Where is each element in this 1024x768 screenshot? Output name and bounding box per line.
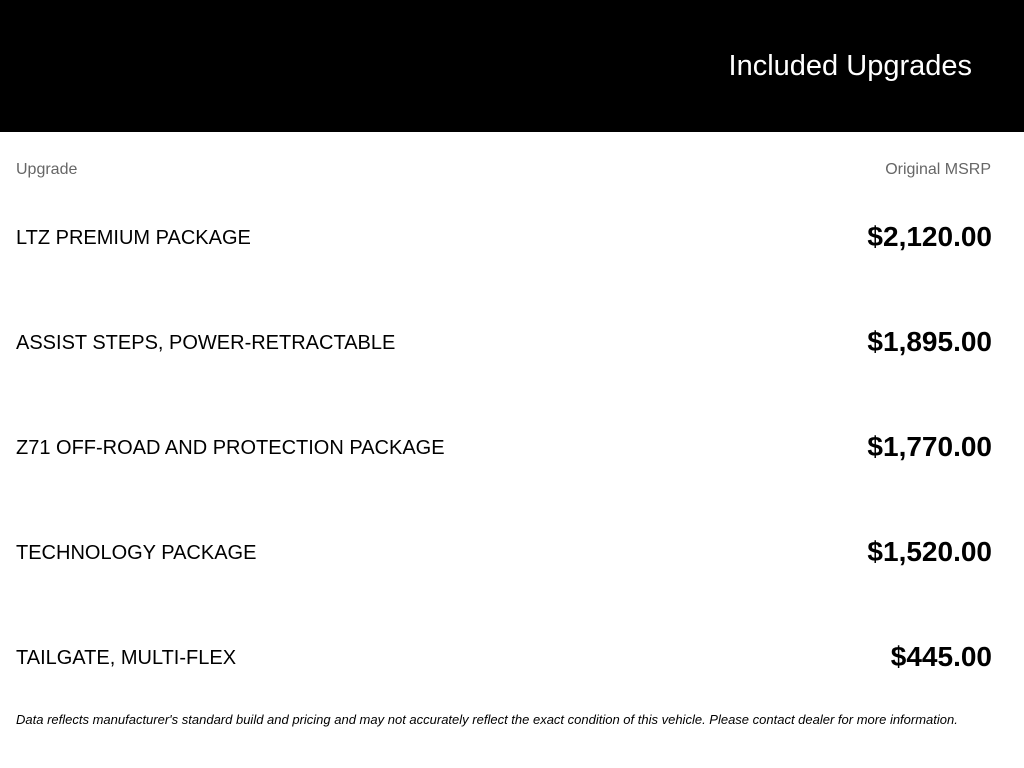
- header-banner: [0, 0, 1024, 132]
- table-row: [16, 420, 992, 525]
- disclaimer-text: Data reflects manufacturer's standard build and pricing and may not accurately reflect the exact condition of this vehicle. Please contact dealer for more information.: [16, 712, 958, 727]
- upgrade-name: ASSIST STEPS, POWER-RETRACTABLE: [16, 332, 396, 354]
- upgrade-price: $2,120.00: [867, 221, 992, 252]
- upgrade-price: $1,895.00: [867, 326, 992, 357]
- upgrade-price: $1,770.00: [867, 431, 992, 462]
- column-header-msrp: Original MSRP: [885, 161, 991, 178]
- upgrade-price: $1,520.00: [867, 536, 992, 567]
- table-row: [16, 525, 992, 630]
- page-title: Included Upgrades: [728, 50, 972, 82]
- upgrade-name: Z71 OFF-ROAD AND PROTECTION PACKAGE: [16, 437, 445, 459]
- upgrade-name: TECHNOLOGY PACKAGE: [16, 542, 257, 564]
- upgrade-name: TAILGATE, MULTI-FLEX: [16, 647, 237, 669]
- table-header: [16, 160, 992, 180]
- table-row: [16, 315, 992, 420]
- upgrade-price: $445.00: [890, 641, 992, 672]
- upgrade-name: LTZ PREMIUM PACKAGE: [16, 227, 251, 249]
- upgrades-list: [16, 210, 992, 735]
- table-row: [16, 210, 992, 315]
- column-header-upgrade: Upgrade: [16, 161, 78, 178]
